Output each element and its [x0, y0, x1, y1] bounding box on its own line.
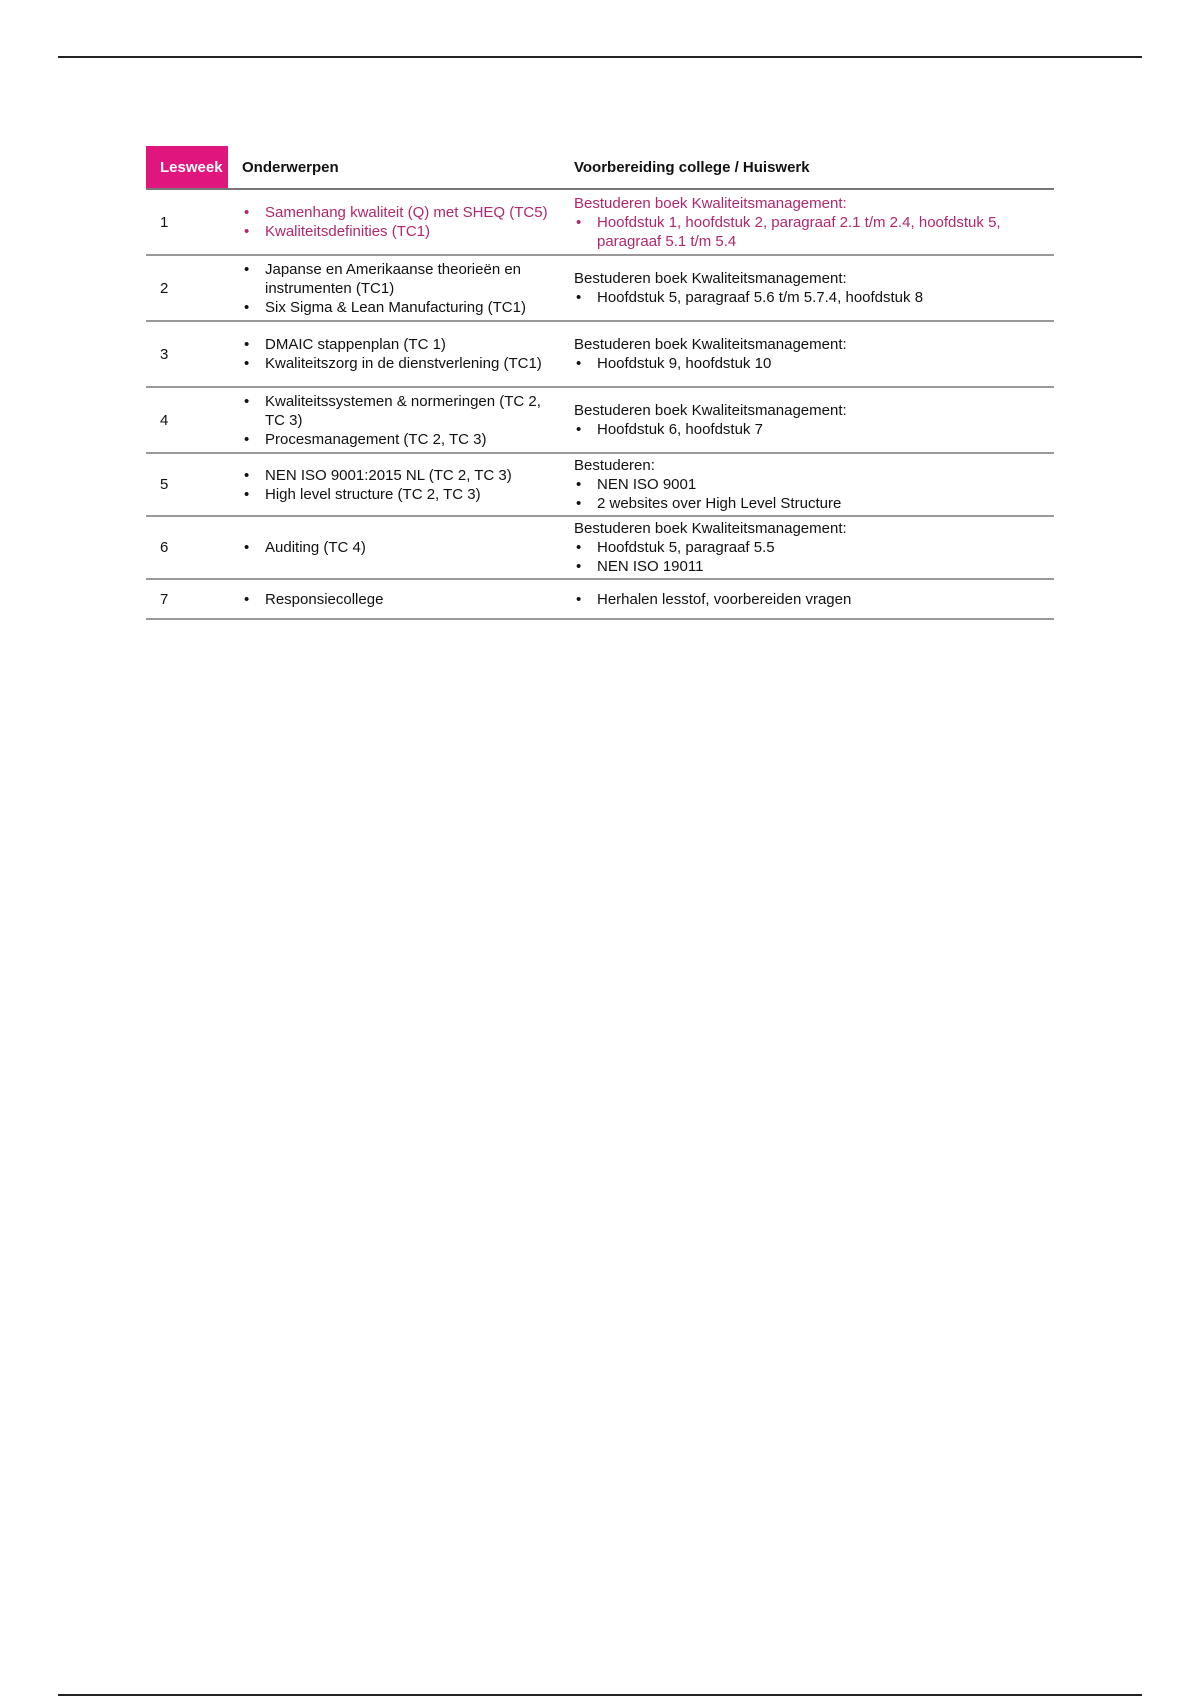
topics-cell — [228, 387, 568, 453]
prep-item: • 2 websites over High Level Structure — [574, 494, 1046, 513]
header-prep: Voorbereiding college / Huiswerk — [568, 146, 1054, 189]
prep-intro: Bestuderen boek Kwaliteitsmanagement: — [574, 402, 847, 419]
table-header-row — [146, 146, 1054, 189]
table-row — [146, 321, 1054, 387]
prep-item: • Hoofdstuk 5, paragraaf 5.6 t/m 5.7.4, hoofdstuk 8 — [574, 288, 1046, 307]
topics-cell — [228, 516, 568, 579]
topic-item: • Responsiecollege — [242, 590, 564, 609]
topics-cell — [228, 189, 568, 255]
schedule-table — [146, 146, 1054, 620]
topic-item: • DMAIC stappenplan (TC 1) — [242, 335, 564, 354]
week-cell: 5 — [146, 453, 228, 516]
prep-item: • Hoofdstuk 1, hoofdstuk 2, paragraaf 2.1 t/m 2.4, hoofdstuk 5, paragraaf 5.1 t/m 5.4 — [574, 213, 1046, 251]
topic-item: • Samenhang kwaliteit (Q) met SHEQ (TC5) — [242, 203, 564, 222]
topics-cell — [228, 579, 568, 619]
topic-item: • Kwaliteitszorg in de dienstverlening (TC1) — [242, 354, 564, 373]
week-cell: 3 — [146, 321, 228, 387]
topics-cell — [228, 255, 568, 321]
prep-item: • NEN ISO 9001 — [574, 475, 1046, 494]
topic-item: • Auditing (TC 4) — [242, 538, 564, 557]
table-row — [146, 516, 1054, 579]
prep-intro: Bestuderen boek Kwaliteitsmanagement: — [574, 336, 847, 353]
topic-item: • High level structure (TC 2, TC 3) — [242, 485, 564, 504]
topic-item: • Kwaliteitsdefinities (TC1) — [242, 222, 564, 241]
prep-cell — [568, 453, 1054, 516]
table-row — [146, 255, 1054, 321]
prep-cell — [568, 321, 1054, 387]
topic-item: • Six Sigma & Lean Manufacturing (TC1) — [242, 298, 564, 317]
week-cell: 1 — [146, 189, 228, 255]
prep-intro: Bestuderen boek Kwaliteitsmanagement: — [574, 520, 847, 537]
prep-intro: Bestuderen: — [574, 457, 655, 474]
topic-item: • Kwaliteitssystemen & normeringen (TC 2, TC 3) — [242, 392, 564, 430]
table-row — [146, 189, 1054, 255]
prep-item: • Hoofdstuk 5, paragraaf 5.5 — [574, 538, 1046, 557]
prep-cell — [568, 387, 1054, 453]
week-cell: 7 — [146, 579, 228, 619]
prep-cell — [568, 255, 1054, 321]
table-row — [146, 453, 1054, 516]
prep-item: • Hoofdstuk 6, hoofdstuk 7 — [574, 420, 1046, 439]
prep-item: • Herhalen lesstof, voorbereiden vragen — [574, 590, 1046, 609]
week-cell: 4 — [146, 387, 228, 453]
prep-intro: Bestuderen boek Kwaliteitsmanagement: — [574, 194, 847, 212]
prep-cell — [568, 579, 1054, 619]
prep-item: • Hoofdstuk 9, hoofdstuk 10 — [574, 354, 1046, 373]
week-cell: 2 — [146, 255, 228, 321]
prep-item: • NEN ISO 19011 — [574, 557, 1046, 576]
header-topics: Onderwerpen — [228, 146, 568, 189]
prep-cell — [568, 189, 1054, 255]
topic-item: • Procesmanagement (TC 2, TC 3) — [242, 430, 564, 449]
footer-rule — [58, 1694, 1142, 1696]
topics-cell — [228, 321, 568, 387]
prep-cell — [568, 516, 1054, 579]
header-rule — [58, 56, 1142, 58]
week-cell: 6 — [146, 516, 228, 579]
prep-intro: Bestuderen boek Kwaliteitsmanagement: — [574, 270, 847, 287]
table-row — [146, 387, 1054, 453]
topic-item: • NEN ISO 9001:2015 NL (TC 2, TC 3) — [242, 466, 564, 485]
header-week: Lesweek — [146, 146, 228, 189]
topic-item: • Japanse en Amerikaanse theorieën en instrumenten (TC1) — [242, 260, 564, 298]
topics-cell — [228, 453, 568, 516]
table-row — [146, 579, 1054, 619]
